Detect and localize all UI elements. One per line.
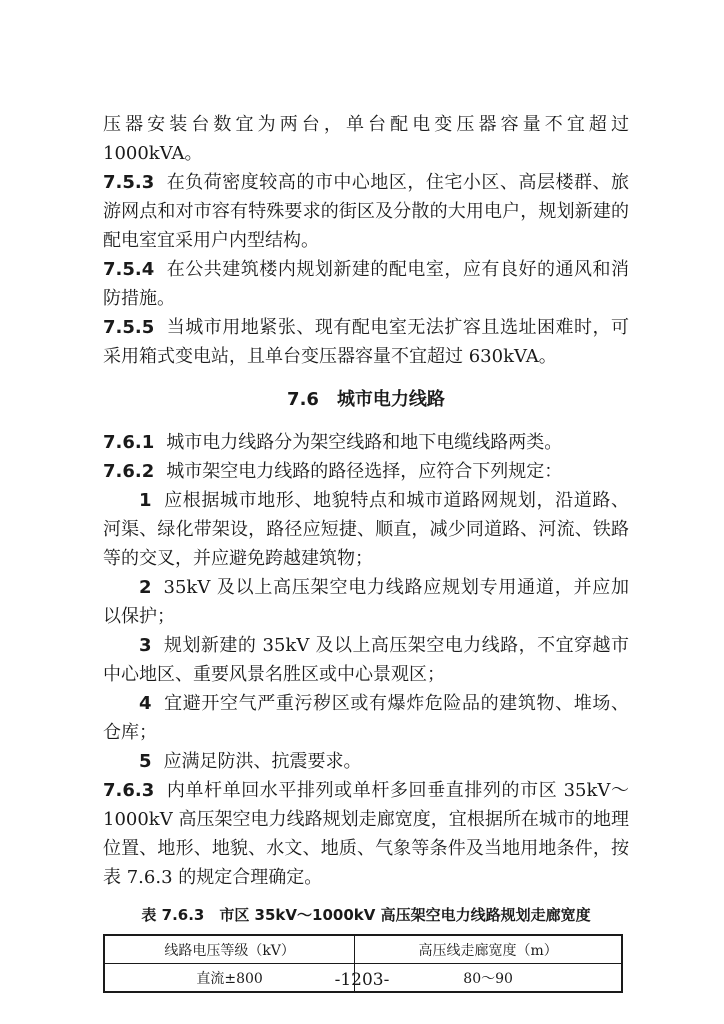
clause-text: 在负荷密度较高的市中心地区，住宅小区、高层楼群、旅游网点和对市容有特殊要求的街区及分散的大用电户，规划新建的配电室宜采用户内型结构。: [103, 172, 629, 251]
list-item: [103, 631, 629, 689]
list-item: [103, 573, 629, 631]
document-page: [103, 110, 629, 993]
table-header-row: [104, 935, 622, 964]
list-item-number: 3: [139, 635, 152, 656]
clause-7-6-3: [103, 776, 629, 892]
section-heading: [103, 385, 629, 414]
list-item-text: 宜避开空气严重污秽区或有爆炸危险品的建筑物、堆场、仓库；: [103, 693, 629, 743]
list-item: [103, 689, 629, 747]
list-item-number: 1: [139, 490, 152, 511]
table-header-cell: 高压线走廊宽度（m）: [355, 935, 622, 964]
list-item: [103, 486, 629, 573]
clause-number: 7.6.1: [103, 432, 155, 453]
clause-text: 在公共建筑楼内规划新建的配电室，应有良好的通风和消防措施。: [103, 259, 629, 309]
clause-number: 7.6.2: [103, 461, 155, 482]
clause-text: 内单杆单回水平排列或单杆多回垂直排列的市区 35kV～1000kV 高压架空电力线路规划走廊宽度，宜根据所在城市的地理位置、地形、地貌、水文、地质、气象等条件及当地用地条件，按表 7.6.3 的规定合理确定。: [103, 780, 629, 888]
clause-number: 7.5.4: [103, 259, 155, 280]
table-cell: 直流±800: [104, 964, 355, 993]
clause-7-5-4: [103, 255, 629, 313]
list-item-number: 5: [139, 751, 152, 772]
table-caption: 表 7.6.3 市区 35kV～1000kV 高压架空电力线路规划走廊宽度: [141, 906, 591, 924]
list-item-text: 应根据城市地形、地貌特点和城市道路网规划，沿道路、河渠、绿化带架设，路径应短捷、顺直，减少同道路、河流、铁路等的交叉，并应避免跨越建筑物；: [103, 490, 629, 569]
page-number: -1203-: [334, 970, 390, 990]
list-item-text: 35kV 及以上高压架空电力线路应规划专用通道，并应加以保护；: [103, 577, 629, 627]
clause-text: 城市电力线路分为架空线路和地下电缆线路两类。: [166, 432, 563, 453]
clause-number: 7.6.3: [103, 780, 155, 801]
paragraph-continuation: 压器安装台数宜为两台，单台配电变压器容量不宜超过 1000kVA。: [103, 114, 629, 164]
clause-7-6-1: [103, 428, 629, 457]
list-item-text: 应满足防洪、抗震要求。: [163, 751, 362, 772]
clause-7-6-2: [103, 457, 629, 486]
section-number: 7.6: [287, 389, 319, 410]
list-item-text: 规划新建的 35kV 及以上高压架空电力线路，不宜穿越市中心地区、重要风景名胜区或中心景观区；: [103, 635, 629, 685]
table-cell: 80～90: [355, 964, 622, 993]
list-item: [103, 747, 629, 776]
list-item-number: 2: [139, 577, 152, 598]
list-item-number: 4: [139, 693, 152, 714]
clause-number: 7.5.3: [103, 172, 155, 193]
clause-7-5-5: [103, 313, 629, 371]
table-header-cell: 线路电压等级（kV）: [104, 935, 355, 964]
clause-number: 7.5.5: [103, 317, 155, 338]
clause-7-5-3: [103, 168, 629, 255]
clause-text: 当城市用地紧张、现有配电室无法扩容且选址困难时，可采用箱式变电站，且单台变压器容量不宜超过 630kVA。: [103, 317, 629, 367]
section-title-text: 城市电力线路: [336, 389, 445, 410]
clause-text: 城市架空电力线路的路径选择，应符合下列规定：: [166, 461, 563, 482]
